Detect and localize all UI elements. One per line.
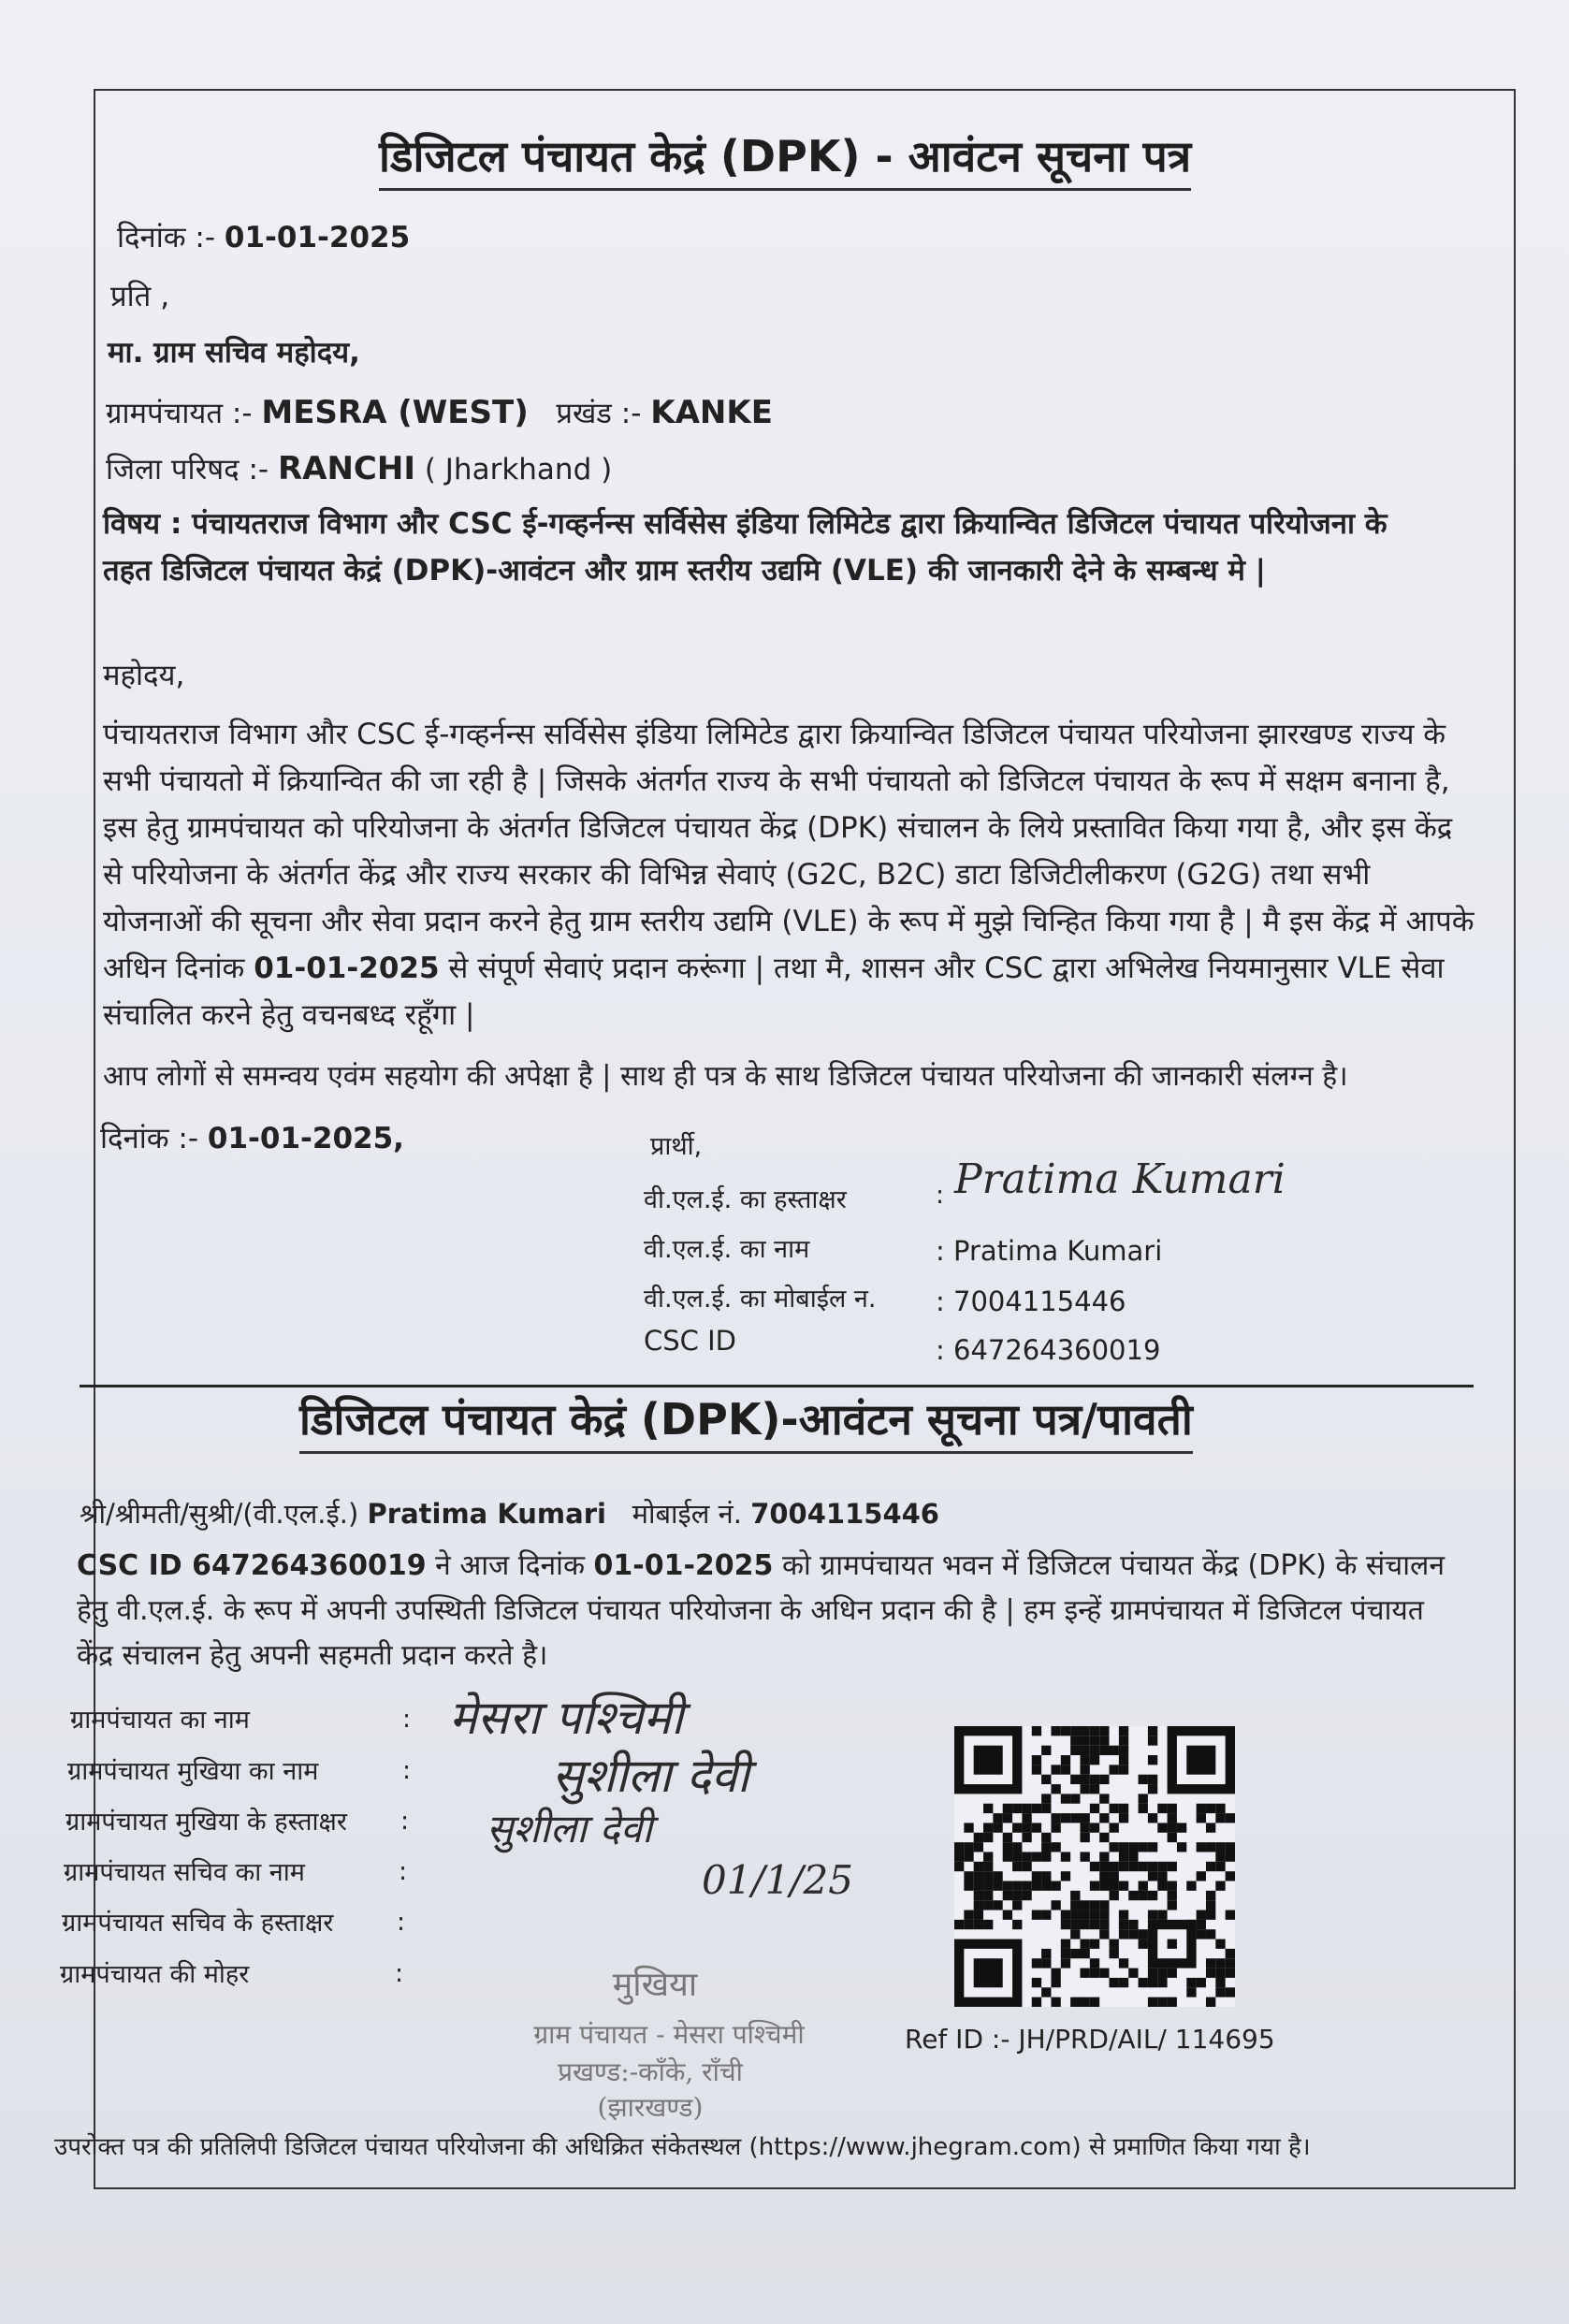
letter-date [117,217,410,256]
vle-name-label: वी.एल.ई. का नाम [644,1235,810,1264]
stamp-line-2: ग्राम पंचायत - मेसरा पश्चिमी [533,2019,805,2050]
field-mukhiya-name-colon: : [402,1756,412,1785]
body-line2: आप लोगों से समन्वय एवंम सहयोग की अपेक्षा है | साथ ही पत्र के साथ डिजिटल पंचायत परियोजना की जानकारी संलग्न है। [103,1060,1348,1093]
field-mukhiya-sign-colon: : [400,1807,410,1836]
sign-date [100,1118,404,1157]
receipt-csc-id: CSC ID 647264360019 [77,1549,427,1582]
stamp-line-3: प्रखण्ड:-काँके, राँची [558,2056,743,2087]
state-value: ( Jharkhand ) [424,453,613,487]
sign-date-value: 01-01-2025, [207,1122,404,1155]
section-divider [80,1385,1474,1387]
letter-to: प्रति , [110,280,170,313]
salutation: महोदय, [103,659,185,692]
field-gp-name-label: ग्रामपंचायत का नाम [70,1706,250,1735]
letter-date-label: दिनांक :- [117,221,225,254]
receipt-vle-line [80,1495,939,1532]
subject-text: पंचायतराज विभाग और CSC ई-गव्हर्नन्स सर्विसेस इंडिया लिमिटेड द्वारा क्रियान्वित डिजिटल पंचायत परियोजना के तहत डिजिटल पंचायत केद्रं (DPK)-आवंटन और ग्राम स्तरीय उद्यमि (VLE) की जानकारी देने के सम्बन्ध मे | [103,507,1387,588]
letter-addressee: मा. ग्राम सचिव महोदय, [108,336,360,370]
handwritten-mukhiya-signature: सुशीला देवी [487,1806,653,1852]
field-secretary-sign-label: ग्रामपंचायत सचिव के हस्ताक्षर [62,1909,334,1938]
receipt-text2: को ग्रामपंचायत भवन में डिजिटल पंचायत केंद्र (DPK) के संचालन हेतु वी.एल.ई. के रूप में अपनी उपस्थिती डिजिटल पंचायत परियोजना के अधिन प्रदान की है | हम इन्हें ग्रामपंचायत में डिजिटल पंचायत केंद्र संचालन हेतु अपनी सहमती प्रदान करते है। [77,1549,1445,1672]
vle-sign-colon: : [936,1181,945,1210]
subject-block [103,501,1441,594]
receipt-title: डिजिटल पंचायत केद्रं (DPK)-आवंटन सूचना पत्र/पावती [299,1389,1193,1454]
stamp-line-1: मुखिया [612,1966,698,2004]
district-value: RANCHI [277,450,415,487]
handwritten-mukhiya-name: सुशीला देवी [552,1749,749,1803]
body-part1: पंचायतराज विभाग और CSC ई-गव्हर्नन्स सर्विसेस इंडिया लिमिटेड द्वारा क्रियान्वित डिजिटल पंचायत परियोजना झारखण्ड राज्य के सभी पंचायतो में क्रियान्वित की जा रही है | जिसके अंतर्गत राज्य के सभी पंचायतो को डिजिटल पंचायत के रूप में सक्षम बनाना है, इस हेतु ग्रामपंचायत को परियोजना के अंतर्गत डिजिटल पंचायत केंद्र (DPK) संचालन के लिये प्रस्तावित किया गया है, और इस केंद्र से परियोजना के अंतर्गत केंद्र और राज्य सरकार की विभिन्न सेवाएं (G2C, B2C) डाटा डिजिटीलीकरण (G2G) तथा सभी योजनाओं की सूचना और सेवा प्रदान करने हेतु ग्राम स्तरीय उद्यमि (VLE) के रूप में मुझे चिन्हित किया गया है | मै इस केंद्र में आपके अधिन दिनांक [103,718,1475,985]
block-value: KANKE [650,394,773,431]
csc-value: : 647264360019 [936,1334,1161,1366]
receipt-date: 01-01-2025 [593,1549,774,1582]
gp-line [106,393,773,432]
letter-title: डिजिटल पंचायत केद्रं (DPK) - आवंटन सूचना पत्र [379,126,1191,191]
field-secretary-name-colon: : [399,1857,408,1886]
vle-mobile-value: : 7004115446 [936,1285,1126,1317]
gp-value: MESRA (WEST) [261,394,529,431]
receipt-name: Pratima Kumari [367,1498,606,1530]
field-gp-name-colon: : [402,1705,412,1734]
vle-mobile-label: वी.एल.ई. का मोबाईल न. [644,1285,877,1314]
vle-sign-label: वी.एल.ई. का हस्ताक्षर [644,1185,847,1214]
ref-id: Ref ID :- JH/PRD/AIL/ 114695 [905,2024,1275,2055]
receipt-text1: ने आज दिनांक [426,1549,594,1582]
gp-label: ग्रामपंचायत :- [106,397,262,430]
field-seal-colon: : [395,1959,404,1988]
sign-date-label: दिनांक :- [100,1122,208,1155]
receipt-mobile-label: मोबाईल नं. [632,1498,751,1530]
receipt-paragraph [77,1544,1461,1678]
field-mukhiya-name-label: ग्रामपंचायत मुखिया का नाम [67,1757,319,1786]
field-secretary-sign-colon: : [397,1908,406,1937]
footer-note: उपरोक्त पत्र की प्रतिलिपी डिजिटल पंचायत परियोजना की अधिक्रित संकेतस्थल (https://www.jhegram.com) से प्रमाणित किया गया है। [54,2133,1311,2161]
qr-code [954,1726,1235,2007]
handwritten-date: 01/1/25 [702,1857,853,1903]
subject-label: विषय : [103,507,193,541]
district-line [106,449,612,488]
receipt-honorific: श्री/श्रीमती/सुश्री/(वी.एल.ई.) [80,1498,368,1530]
applicant-label: प्रार्थी, [650,1132,703,1161]
csc-label: CSC ID [644,1325,737,1357]
body-paragraph [103,711,1478,1039]
stamp-line-4: (झारखण्ड) [597,2092,704,2123]
field-seal-label: ग्रामपंचायत की मोहर [60,1960,250,1989]
block-label: प्रखंड :- [556,397,651,430]
body-part2: से संपूर्ण सेवाएं प्रदान करूंगा | तथा मै, शासन और CSC द्वारा अभिलेख नियमानुसार VLE सेवा संचालित करने हेतु वचनबध्द रहूँगा | [103,951,1445,1032]
vle-signature: Pratima Kumari [954,1155,1286,1203]
receipt-mobile: 7004115446 [750,1498,939,1530]
handwritten-gp-name: मेसरा पश्चिमी [449,1691,684,1745]
field-secretary-name-label: ग्रामपंचायत सचिव का नाम [64,1858,305,1887]
vle-name-value: : Pratima Kumari [936,1235,1163,1267]
field-mukhiya-sign-label: ग्रामपंचायत मुखिया के हस्ताक्षर [65,1808,347,1837]
district-label: जिला परिषद :- [106,453,278,487]
body-date: 01-01-2025 [254,951,440,985]
letter-date-value: 01-01-2025 [224,221,411,254]
